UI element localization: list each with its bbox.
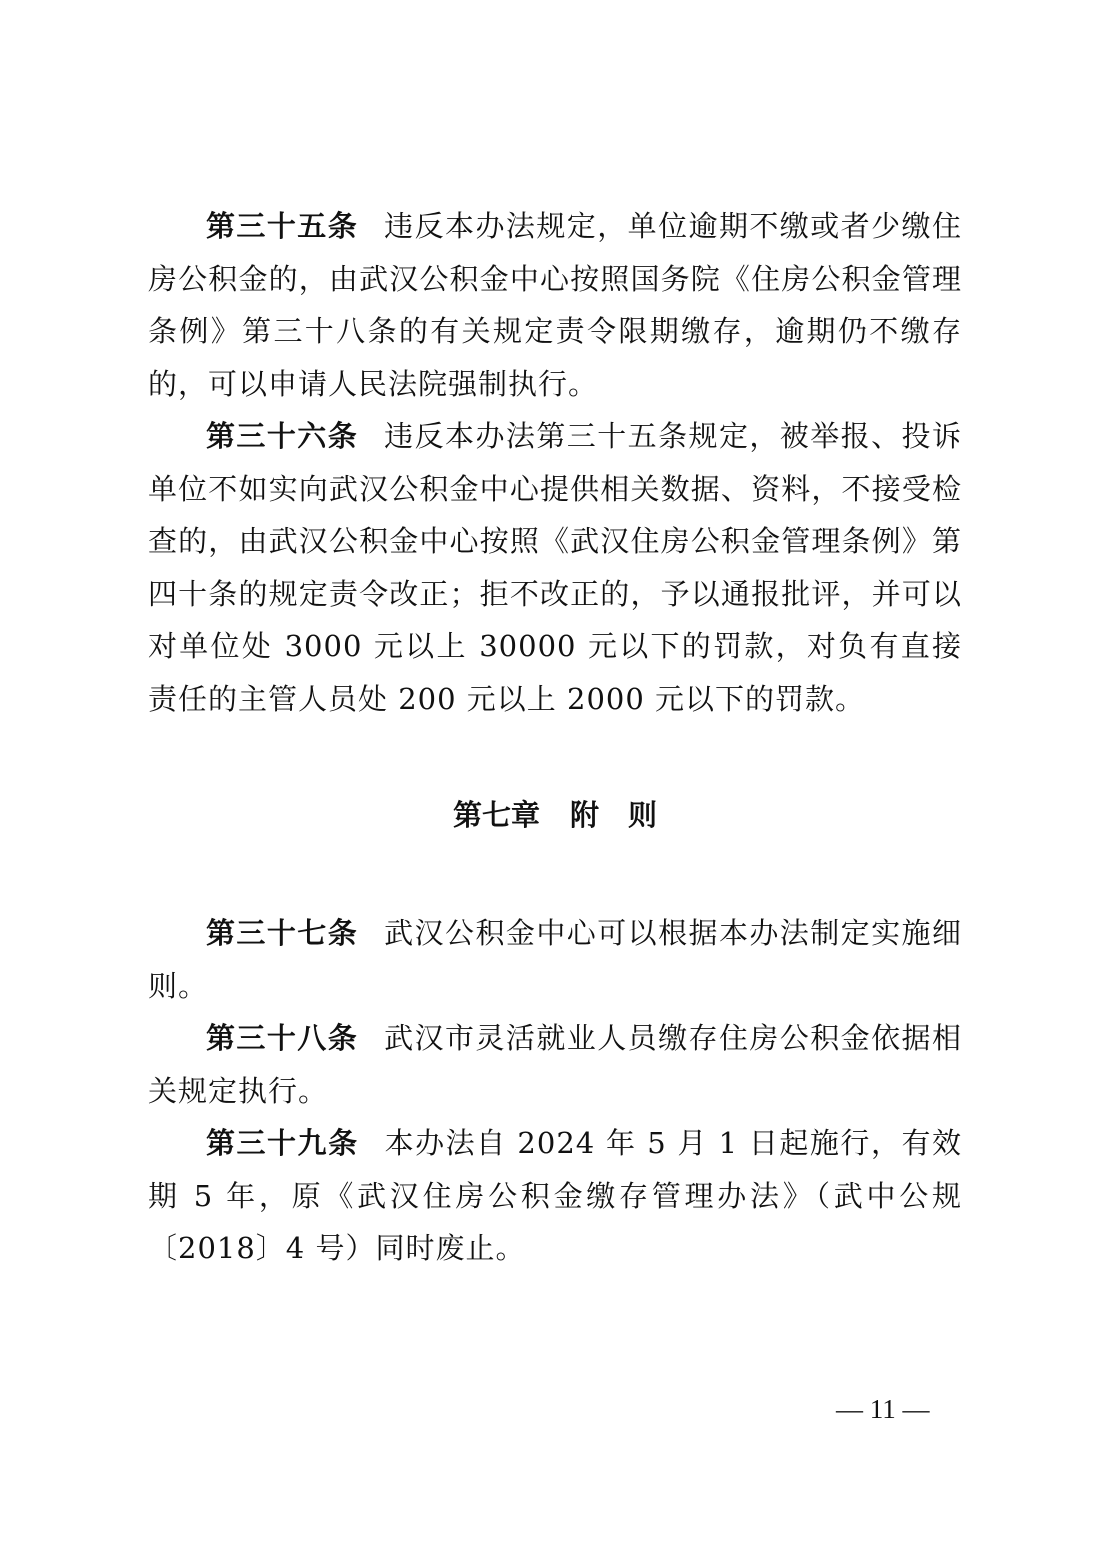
article-35	[148, 200, 962, 410]
article-38	[148, 1012, 962, 1117]
chapter-title-part2: 则	[628, 798, 658, 832]
article-36-title: 第三十六条	[206, 419, 359, 453]
document-body	[148, 200, 962, 1275]
chapter-heading	[148, 789, 962, 841]
chapter-number: 第七章	[452, 798, 540, 832]
article-39	[148, 1117, 962, 1275]
article-35-title: 第三十五条	[206, 209, 359, 243]
article-37	[148, 907, 962, 1012]
article-38-text: 武汉市灵活就业人员缴存住房公积金依据相关规定执行。	[148, 1021, 962, 1108]
article-35-text: 违反本办法规定，单位逾期不缴或者少缴住房公积金的，由武汉公积金中心按照国务院《住房公积金管理条例》第三十八条的有关规定责令限期缴存，逾期仍不缴存的，可以申请人民法院强制执行。	[148, 209, 962, 401]
article-39-text: 本办法自 2024 年 5 月 1 日起施行，有效期 5 年，原《武汉住房公积金缴存管理办法》（武中公规〔2018〕4 号）同时废止。	[148, 1126, 962, 1265]
article-37-title: 第三十七条	[206, 916, 359, 950]
article-36	[148, 410, 962, 725]
article-39-title: 第三十九条	[206, 1126, 359, 1160]
article-37-text: 武汉公积金中心可以根据本办法制定实施细则。	[148, 916, 962, 1003]
article-36-text: 违反本办法第三十五条规定，被举报、投诉单位不如实向武汉公积金中心提供相关数据、资料，不接受检查的，由武汉公积金中心按照《武汉住房公积金管理条例》第四十条的规定责令改正；拒不改正的，予以通报批评，并可以对单位处 3000 元以上 30000 元以下的罚款，对负有直接责任的主管人员处 200 元以上 2000 元以下的罚款。	[148, 419, 962, 716]
article-38-title: 第三十八条	[206, 1021, 359, 1055]
page-number: — 11 —	[836, 1394, 930, 1424]
chapter-title-part1: 附	[569, 798, 599, 832]
